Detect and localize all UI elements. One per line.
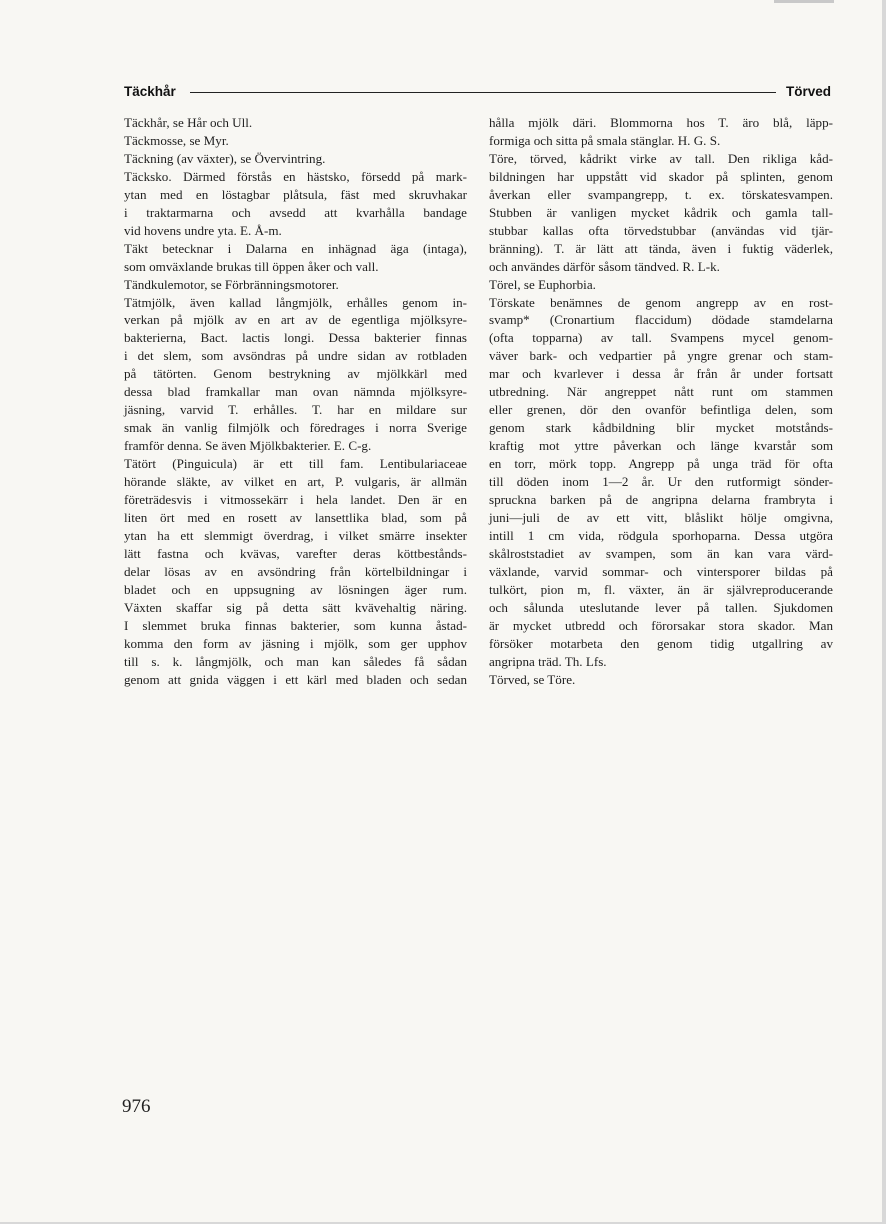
text-line: Tätmjölk, även kallad långmjölk, erhålles genom in- (124, 294, 467, 310)
text-line: och användes därför såsom tändved. R. L-k. (489, 258, 720, 274)
text-line: jäsning, varvid T. erhålles. T. har en mildare sur (124, 402, 467, 418)
text-line: Täckhår, se Hår och Ull. (124, 115, 253, 130)
text-line: Täckning (av växter), se Övervintring. (124, 150, 326, 166)
text-line: åverkan eller svampangrepp, t. ex. törskatesvampen. (489, 186, 833, 202)
text-line: Stubben är vanligen mycket kådrik och gamla tall- (489, 204, 833, 220)
text-line: en torr, mörk topp. Angrepp på unga träd för ofta (489, 456, 833, 472)
text-line: Täcksko. Därmed förstås en hästsko, försedd på mark- (124, 168, 467, 184)
text-line: eller grenen, dör den ovanför befintliga delen, som (489, 402, 833, 418)
text-line: bakterierna, Bact. lactis longi. Dessa bakterier finnas (124, 330, 467, 346)
text-line: Töre, törved, kådrikt virke av tall. Den rikliga kåd- (489, 150, 833, 166)
text-line: stubbar kallas ofta törvedstubbar (användas vid tjär- (489, 222, 833, 238)
text-line: ytan ha ett slemmigt överdrag, i vilket smärre insekter (124, 527, 467, 543)
text-line: kraftig mot yttre påverkan och länge kvarstår som (489, 438, 833, 454)
text-line: Tätört (Pinguicula) är ett till fam. Lentibulariaceae (124, 456, 467, 472)
text-line: ytan med en löstagbar plåtsula, fäst med skruvhakar (124, 186, 467, 202)
text-line: företrädesvis i vitmossekärr i hela landet. Den är en (124, 492, 467, 508)
text-line: tulkört, pion m, fl. växter, än är självreproducerande (489, 581, 833, 597)
text-line: är mycket utbredd och förorsakar stora skador. Man (489, 617, 833, 633)
text-line: hålla mjölk däri. Blommorna hos T. äro blå, läpp- (489, 115, 833, 130)
text-line: (ofta topparna) av tall. Svampens mycel genom- (489, 330, 833, 346)
text-line: intill 1 cm vida, rödgula sporhoparna. Dessa utgöra (489, 527, 833, 543)
running-head-right: Törved (786, 84, 832, 99)
text-line: bränning). T. är lätt att tända, även i fuktig väderlek, (489, 240, 833, 256)
text-line: Törskate benämnes de genom angrepp av en rost- (489, 294, 833, 310)
text-line: i traktarmarna och avsedd att kvarhålla bandage (124, 204, 467, 220)
text-line: Törel, se Euphorbia. (489, 276, 596, 292)
text-line: till s. k. långmjölk, och man kan således få sådan (124, 653, 467, 669)
text-line: delar lösas av en avsöndring från körtelbildningar i (124, 563, 467, 579)
text-line: växlande, varvid sommar- och vintersporer bildas på (489, 563, 833, 579)
text-line: Växten skaffar sig på detta sätt kvävehaltig näring. (124, 599, 467, 615)
text-line: liten ört med en rosett av lansettlika blad, som på (124, 509, 467, 525)
text-line: angripna träd. Th. Lfs. (489, 653, 607, 669)
text-line: hörande släkte, av vilket en art, P. vulgaris, är allmän (124, 474, 467, 490)
text-line: i det slem, som avsöndras på undre sidan av rotbladen (124, 348, 467, 364)
text-line: bladet och en uppsugning av lösningen äger rum. (124, 581, 467, 597)
text-line: verkan på mjölk av en art av de egentliga mjölksyre- (124, 312, 467, 328)
text-line: svamp* (Cronartium flaccidum) dödade stamdelarna (489, 312, 833, 328)
text-line: Täckmosse, se Myr. (124, 132, 229, 148)
text-line: framför denna. Se även Mjölkbakterier. E. C-g. (124, 438, 372, 454)
text-line: till döden inom 1—2 år. Ur den rutformigt sönder- (489, 474, 833, 490)
text-line: skålroststadiet av svampen, som än kan vara värd- (489, 545, 833, 561)
text-line: juni—juli de av ett vitt, blåslikt hölje omgivna, (489, 509, 833, 525)
text-line: vid hovens undre yta. E. Å-m. (124, 222, 282, 238)
text-line: formiga och sitta på smala stänglar. H. G. S. (489, 132, 721, 148)
text-line: I slemmet bruka finnas bakterier, som kunna åstad- (124, 617, 467, 633)
text-line: genom att gnida väggen i ett kärl med bladen och sedan (124, 671, 467, 687)
text-line: lätt fastna och kvävas, varefter deras köttbestånds- (124, 545, 467, 561)
text-line: försöker motarbeta den genom tidig utgallring av (489, 635, 833, 651)
text-line: mar och kvarlever i dessa år från år under fortsatt (489, 366, 833, 382)
header-rule (190, 92, 776, 93)
text-line: dessa blad framkallar man ovan nämnda mjölksyre- (124, 384, 467, 400)
running-head-left: Täckhår (124, 84, 176, 99)
page-number: 976 (122, 1096, 151, 1117)
scan-edge-mark (774, 0, 834, 3)
text-line: smak än vanlig filmjölk och föredrages i norra Sverige (124, 420, 467, 436)
text-line: väver bark- och vedpartier på yngre grenar och stam- (489, 348, 833, 364)
text-line: Tändkulemotor, se Förbränningsmotorer. (124, 276, 339, 292)
text-line: på tätörten. Genom bestrykning av mjölkkärl med (124, 366, 467, 382)
text-line: genom stark kådbildning blir mycket motstånds- (489, 420, 833, 436)
text-line: spruckna barken på de angripna delarna frambryta i (489, 492, 833, 508)
text-line: som omväxlande brukas till öppen åker och vall. (124, 258, 379, 274)
text-line: komma den form av jäsning i mjölk, som ger upphov (124, 635, 467, 651)
text-line: utbredning. När angreppet nått runt om stammen (489, 384, 833, 400)
text-line: Täkt betecknar i Dalarna en inhägnad äga (intaga), (124, 240, 467, 256)
right-column (489, 114, 833, 689)
left-column (124, 114, 467, 689)
text-line: Törved, se Töre. (489, 671, 576, 687)
text-line: och sålunda uteslutande lever på tallen. Sjukdomen (489, 599, 833, 615)
text-line: bildningen har uppstått vid skador på splinten, genom (489, 168, 833, 184)
